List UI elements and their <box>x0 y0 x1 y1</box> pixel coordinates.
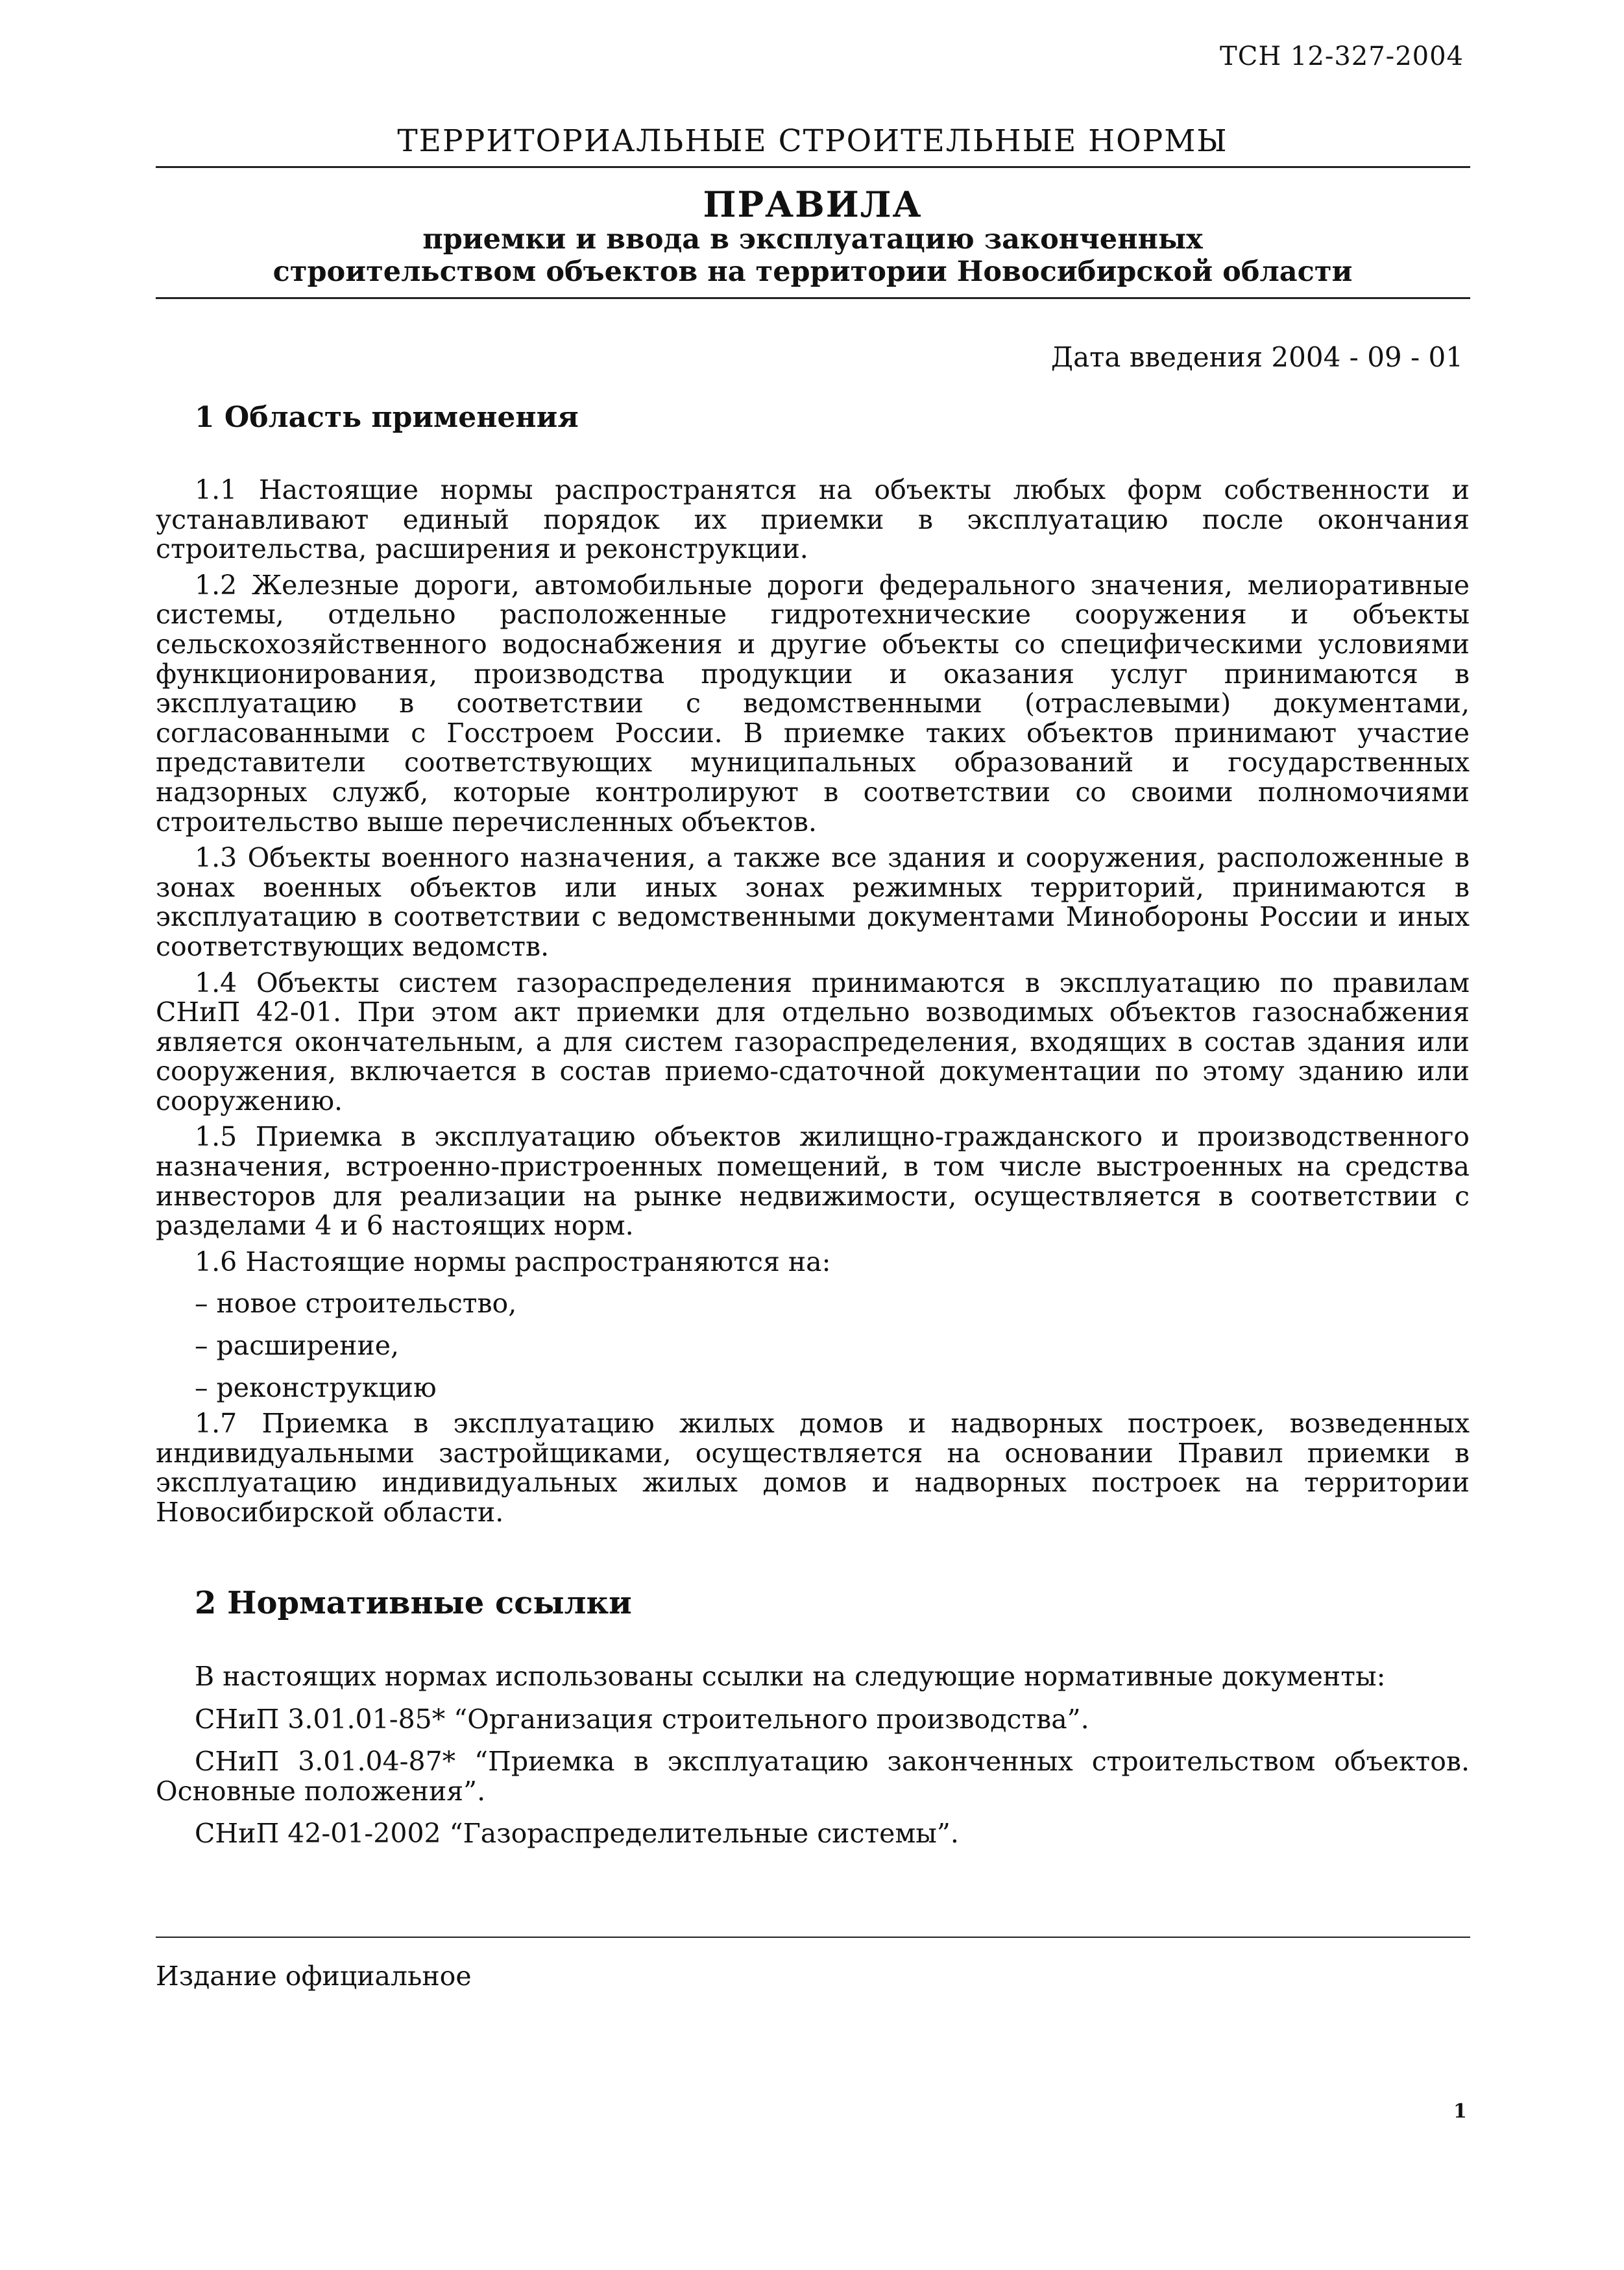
document-subtitle-line-2: строительством объектов на территории Новосибирской области <box>273 256 1353 288</box>
standard-type-heading: ТЕРРИТОРИАЛЬНЫЕ СТРОИТЕЛЬНЫЕ НОРМЫ <box>397 123 1228 159</box>
references-intro: В настоящих нормах использованы ссылки на следующие нормативные документы: <box>195 1661 1386 1692</box>
paragraph-1-4: 1.4 Объекты систем газораспределения принимаются в эксплуатацию по правилам СНиП 42-01. При этом акт приемки для отдельно возводимых объектов газоснабжения является окончательным, а для систем газораспределения, входящих в состав здания или сооружения, включается в состав приемо-сдаточной документации по этому зданию или сооружению. <box>156 967 1470 1117</box>
paragraph-1-2: 1.2 Железные дороги, автомобильные дороги федерального значения, мелиоративные системы, отдельно расположенные гидротехнические сооружения и объекты сельскохозяйственного водоснабжения и другие объекты со специфическими условиями функционирования, производства продукции и оказания услуг принимаются в эксплуатацию в соответствии с ведомственными (отраслевыми) документами, согласованными с Госстроем России. В приемке таких объектов принимают участие представители соответствующих муниципальных образований и государственных надзорных служб, которые контролируют в соответствии со своими полномочиями строительство выше перечисленных объектов. <box>156 569 1470 838</box>
document-code: ТСН 12-327-2004 <box>1220 42 1464 71</box>
list-item: – новое строительство, <box>195 1288 517 1320</box>
paragraph-1-1: 1.1 Настоящие нормы распространятся на объекты любых форм собственности и устанавливают единый порядок их приемки в эксплуатацию после окончания строительства, расширения и реконструкции. <box>156 474 1470 565</box>
paragraph-1-7: 1.7 Приемка в эксплуатацию жилых домов и надворных построек, возведенных индивидуальными застройщиками, осуществляется на основании Правил приемки в эксплуатацию индивидуальных жилых домов и надворных построек на территории Новосибирской области. <box>156 1408 1470 1528</box>
section-1-title: 1 Область применения <box>195 401 579 434</box>
list-item: – расширение, <box>195 1330 400 1362</box>
section-2-title: 2 Нормативные ссылки <box>195 1585 632 1621</box>
reference-item: СНиП 3.01.04-87* “Приемка в эксплуатацию законченных строительством объектов. Основные положения”. <box>156 1746 1470 1807</box>
footer-rule <box>156 1937 1470 1938</box>
reference-item: СНиП 42-01-2002 “Газораспределительные системы”. <box>195 1818 959 1850</box>
page-number: 1 <box>1453 2100 1467 2123</box>
paragraph-1-5: 1.5 Приемка в эксплуатацию объектов жилищно-гражданского и производственного назначения, встроенно-пристроенных помещений, в том числе выстроенных на средства инвесторов для реализации на рынке недвижимости, осуществляется в соответствии с разделами 4 и 6 настоящих норм. <box>156 1121 1470 1242</box>
reference-item: СНиП 3.01.01-85* “Организация строительного производства”. <box>195 1703 1089 1735</box>
section-1-body <box>156 476 1470 1534</box>
title-rule <box>156 297 1470 299</box>
list-item: – реконструкцию <box>195 1371 437 1403</box>
edition-note: Издание официальное <box>156 1961 472 1992</box>
paragraph-1-6: 1.6 Настоящие нормы распространяются на: <box>195 1246 831 1277</box>
section-2-body <box>156 1662 1470 1862</box>
document-subtitle-line-1: приемки и ввода в эксплуатацию законченных <box>422 223 1203 256</box>
introduction-date: Дата введения 2004 - 09 - 01 <box>1050 341 1463 373</box>
paragraph-1-3: 1.3 Объекты военного назначения, а также все здания и сооружения, расположенные в зонах военных объектов или иных зонах режимных территорий, принимаются в эксплуатацию в соответствии с ведомственными документами Минобороны России и иных соответствующих ведомств. <box>156 842 1470 962</box>
header-rule <box>156 166 1470 168</box>
document-title: ПРАВИЛА <box>703 184 923 225</box>
